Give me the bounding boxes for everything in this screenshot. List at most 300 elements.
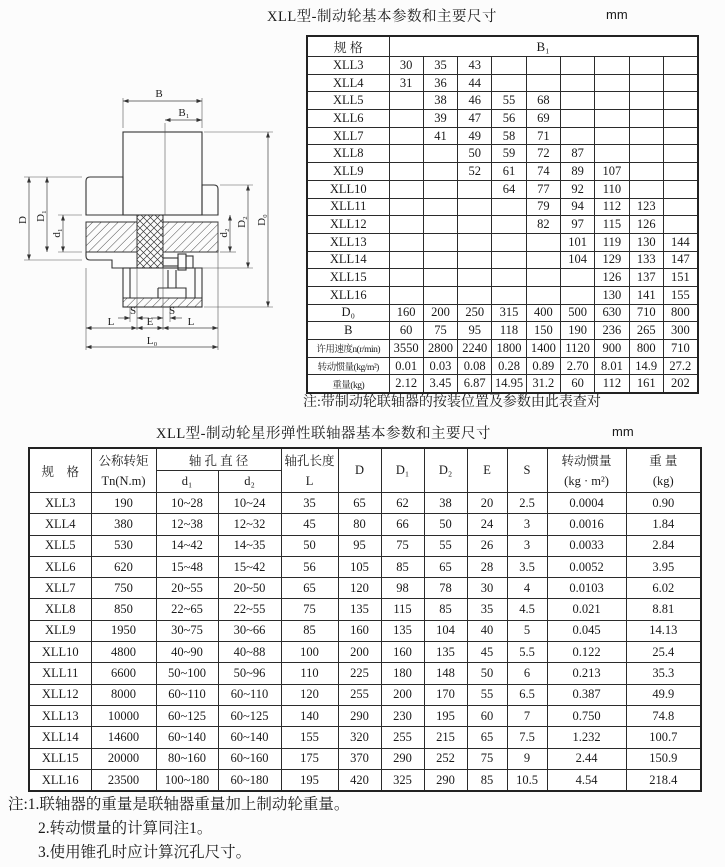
table1-cell: 89 <box>560 163 594 181</box>
table1-cell <box>526 251 560 269</box>
footnote-3: 3.使用锥孔时应计算沉孔尺寸。 <box>38 844 252 861</box>
table1-cell: 31.2 <box>526 375 560 393</box>
table1-cell: 82 <box>526 216 560 234</box>
table2-cell: 225 <box>338 663 381 684</box>
table2-cell: 135 <box>424 642 467 663</box>
table1-cell: 400 <box>526 304 560 322</box>
footnotes <box>8 793 349 865</box>
table2-cell: 4.5 <box>507 599 547 620</box>
table2-cell: 8.81 <box>626 599 701 620</box>
table1-cell <box>629 127 663 145</box>
table2-cell: 2.44 <box>547 748 626 769</box>
table1-cell <box>492 269 526 287</box>
table1-row <box>307 233 698 251</box>
table1-cell <box>458 216 492 234</box>
table2-cell: 255 <box>338 684 381 705</box>
table2-cell: 3 <box>507 514 547 535</box>
table1-row-label: 许用速度n(r/min) <box>307 340 389 358</box>
table2-cell: 100.7 <box>626 727 701 748</box>
table2-cell: 60~110 <box>218 684 281 705</box>
table2-cell: 175 <box>281 748 338 769</box>
table1-cell: 1120 <box>560 340 594 358</box>
table1-cell <box>560 57 594 75</box>
table1-row-label: XLL9 <box>307 163 389 181</box>
table2-header-inertia <box>547 448 626 493</box>
table1-cell: 115 <box>595 216 629 234</box>
table2-row <box>29 684 701 705</box>
table2-cell: 170 <box>424 684 467 705</box>
table1-cell: 27.2 <box>663 357 697 375</box>
table1-row-label: XLL8 <box>307 145 389 163</box>
table1-cell: 315 <box>492 304 526 322</box>
table2-cell: 0.0033 <box>547 535 626 556</box>
table2-header-weight-line2: (kg) <box>652 473 674 488</box>
table1-cell: 49 <box>458 127 492 145</box>
table2-header-inertia-line1: 转动惯量 <box>561 453 612 468</box>
table1-row <box>307 251 698 269</box>
table2-cell: 60~180 <box>218 769 281 791</box>
table2-header-d2: d₂ <box>218 471 281 493</box>
table1-cell: 39 <box>423 110 457 128</box>
table2-cell: 0.387 <box>547 684 626 705</box>
table2-cell: 20000 <box>91 748 156 769</box>
table2-cell: 5.5 <box>507 642 547 663</box>
table1-cell: 800 <box>663 304 697 322</box>
table1-body <box>307 57 698 394</box>
table2-cell: 0.0016 <box>547 514 626 535</box>
table1-cell: 0.89 <box>526 357 560 375</box>
table1-cell: 72 <box>526 145 560 163</box>
table2-row-label: XLL11 <box>29 663 91 684</box>
table2-cell: 195 <box>281 769 338 791</box>
table2-cell: 200 <box>338 642 381 663</box>
table1-cell: 30 <box>389 57 423 75</box>
table1-row <box>307 163 698 181</box>
table2-cell: 35.3 <box>626 663 701 684</box>
table1-cell <box>492 216 526 234</box>
table1-row <box>307 92 698 110</box>
table1-cell <box>458 180 492 198</box>
table2-cell: 26 <box>467 535 507 556</box>
table1-cell: 41 <box>423 127 457 145</box>
table2-cell: 14~35 <box>218 535 281 556</box>
table1-cell <box>526 74 560 92</box>
table1-cell: 137 <box>629 269 663 287</box>
table2-cell: 75 <box>381 535 424 556</box>
table1-row-label: XLL4 <box>307 74 389 92</box>
table2-row-label: XLL4 <box>29 514 91 535</box>
table2-header-bore-length <box>281 448 338 493</box>
table2-cell: 290 <box>424 769 467 791</box>
table2-cell: 1.232 <box>547 727 626 748</box>
table1-header-b1: B₁ <box>389 36 698 57</box>
table1-cell <box>389 145 423 163</box>
table1-cell: 60 <box>389 322 423 340</box>
table1-cell: 52 <box>458 163 492 181</box>
table2-cell: 3.95 <box>626 556 701 577</box>
table1-row-label: XLL10 <box>307 180 389 198</box>
table1-cell: 202 <box>663 375 697 393</box>
table1-cell <box>560 74 594 92</box>
table1-cell: 36 <box>423 74 457 92</box>
table1-cell <box>423 269 457 287</box>
table2-row <box>29 663 701 684</box>
table1-row-label: XLL12 <box>307 216 389 234</box>
table2-cell: 6 <box>507 663 547 684</box>
dim-label-l-right: L <box>187 316 195 328</box>
table2-cell: 104 <box>424 620 467 641</box>
table1-cell: 123 <box>629 198 663 216</box>
table2-cell: 85 <box>381 556 424 577</box>
table1-row <box>307 304 698 322</box>
table1-cell <box>663 216 697 234</box>
table2-cell: 0.0004 <box>547 493 626 514</box>
table2-cell: 60~125 <box>156 705 218 726</box>
table1-cell: 129 <box>595 251 629 269</box>
table2-cell: 0.021 <box>547 599 626 620</box>
table1-cell: 69 <box>526 110 560 128</box>
table2-header-torque-line1: 公称转矩 <box>98 453 149 468</box>
table1-cell <box>595 92 629 110</box>
table1-cell: 104 <box>560 251 594 269</box>
table1-cell <box>423 145 457 163</box>
table1-cell <box>629 180 663 198</box>
table2-cell: 65 <box>338 493 381 514</box>
table2-cell: 55 <box>467 684 507 705</box>
table1-cell <box>423 163 457 181</box>
table1-cell: 1800 <box>492 340 526 358</box>
table2-cell: 24 <box>467 514 507 535</box>
table1-cell: 75 <box>423 322 457 340</box>
table1-cell: 50 <box>458 145 492 163</box>
dim-label-e: E <box>146 316 154 328</box>
table2-cell: 148 <box>424 663 467 684</box>
table2-row <box>29 769 701 791</box>
table2-cell: 30 <box>467 578 507 599</box>
table2-cell: 60 <box>467 705 507 726</box>
table1-cell <box>629 145 663 163</box>
table2-row <box>29 578 701 599</box>
table1-cell: 200 <box>423 304 457 322</box>
table1-cell <box>560 269 594 287</box>
table1-cell <box>595 110 629 128</box>
table2-cell: 1.84 <box>626 514 701 535</box>
table2-cell: 10~24 <box>218 493 281 514</box>
dim-label-d2-cap: D₂ <box>236 216 248 228</box>
table2-cell: 195 <box>424 705 467 726</box>
table2-cell: 80 <box>338 514 381 535</box>
table1-cell: 107 <box>595 163 629 181</box>
table2-header-bore-length-line2: L <box>305 473 314 488</box>
table1-cell: 87 <box>560 145 594 163</box>
table1-cell <box>663 145 697 163</box>
table1-cell: 0.28 <box>492 357 526 375</box>
table1-cell: 101 <box>560 233 594 251</box>
table2-cell: 2.5 <box>507 493 547 514</box>
table1-cell: 64 <box>492 180 526 198</box>
table1-row-label: D₀ <box>307 304 389 322</box>
table1-cell <box>629 163 663 181</box>
table1-cell: 118 <box>492 322 526 340</box>
table2-cell: 12~38 <box>156 514 218 535</box>
table2-cell: 290 <box>381 748 424 769</box>
table1-cell: 2.70 <box>560 357 594 375</box>
table2-row-label: XLL7 <box>29 578 91 599</box>
table2-cell: 380 <box>91 514 156 535</box>
table1-cell <box>629 74 663 92</box>
table1-cell: 92 <box>560 180 594 198</box>
table2-cell: 60~140 <box>156 727 218 748</box>
table1-cell: 630 <box>595 304 629 322</box>
table1-cell <box>595 57 629 75</box>
table2-cell: 2.84 <box>626 535 701 556</box>
table2-cell: 120 <box>338 578 381 599</box>
table2-cell: 110 <box>281 663 338 684</box>
table2-cell: 180 <box>381 663 424 684</box>
table2-cell: 15~42 <box>218 556 281 577</box>
table2-cell: 23500 <box>91 769 156 791</box>
table2-cell: 105 <box>338 556 381 577</box>
table1-cell: 47 <box>458 110 492 128</box>
table1-row-label: XLL11 <box>307 198 389 216</box>
table2-cell: 252 <box>424 748 467 769</box>
table2-cell: 14.13 <box>626 620 701 641</box>
table2-cell: 75 <box>281 599 338 620</box>
table1-cell <box>458 269 492 287</box>
table1-cell <box>629 57 663 75</box>
table1-cell: 133 <box>629 251 663 269</box>
table2-cell: 160 <box>338 620 381 641</box>
table2-cell: 215 <box>424 727 467 748</box>
table1-note: 注:带制动轮联轴器的按装位置及参数由此表查对 <box>303 395 601 410</box>
table1-cell <box>526 269 560 287</box>
table2-cell: 40~90 <box>156 642 218 663</box>
table2-cell: 22~65 <box>156 599 218 620</box>
table2-row-label: XLL8 <box>29 599 91 620</box>
table1-row <box>307 286 698 304</box>
dim-label-l-left: L <box>107 316 115 328</box>
table1-cell: 112 <box>595 198 629 216</box>
table1-cell: 265 <box>629 322 663 340</box>
table2-cell: 10~28 <box>156 493 218 514</box>
table1-row-label: XLL3 <box>307 57 389 75</box>
table1-row <box>307 74 698 92</box>
table1-cell <box>595 127 629 145</box>
table2-cell: 65 <box>281 578 338 599</box>
table2-cell: 28 <box>467 556 507 577</box>
table1-cell <box>389 180 423 198</box>
table1-row <box>307 110 698 128</box>
table1-cell <box>389 269 423 287</box>
table2-cell: 155 <box>281 727 338 748</box>
table1-cell: 95 <box>458 322 492 340</box>
table2-cell: 35 <box>281 493 338 514</box>
table1-cell <box>389 163 423 181</box>
table1-cell <box>389 127 423 145</box>
table2-cell: 850 <box>91 599 156 620</box>
table1-cell <box>458 233 492 251</box>
table2-cell: 40~88 <box>218 642 281 663</box>
table1-cell: 126 <box>595 269 629 287</box>
table1-cell <box>389 198 423 216</box>
table2-cell: 20~55 <box>156 578 218 599</box>
table2-header-row-1 <box>29 448 701 471</box>
table1-cell: 1400 <box>526 340 560 358</box>
table2-cell: 50~96 <box>218 663 281 684</box>
table1-row-label: 重量(kg) <box>307 375 389 393</box>
table1-row <box>307 340 698 358</box>
table1-row-label: B <box>307 322 389 340</box>
table1-cell: 144 <box>663 233 697 251</box>
dim-label-s-right: S <box>168 305 176 317</box>
table2-cell: 3 <box>507 535 547 556</box>
table2-row <box>29 642 701 663</box>
table2-header-weight-line1: 重 量 <box>649 453 678 468</box>
table2-cell: 0.750 <box>547 705 626 726</box>
table2-cell: 60~140 <box>218 727 281 748</box>
table1-cell: 71 <box>526 127 560 145</box>
table1-cell <box>663 180 697 198</box>
table1-cell: 46 <box>458 92 492 110</box>
table2-cell: 75 <box>467 748 507 769</box>
table1-cell: 2.12 <box>389 375 423 393</box>
table2-cell: 40 <box>467 620 507 641</box>
table2-cell: 0.122 <box>547 642 626 663</box>
table2-cell: 420 <box>338 769 381 791</box>
table1-cell: 55 <box>492 92 526 110</box>
table2-cell: 0.0103 <box>547 578 626 599</box>
table1-cell <box>663 163 697 181</box>
table1-row-label: XLL7 <box>307 127 389 145</box>
table1-cell <box>663 127 697 145</box>
table1-cell <box>389 110 423 128</box>
table2-cell: 85 <box>424 599 467 620</box>
table2-cell: 50 <box>467 663 507 684</box>
table1-row-label: XLL15 <box>307 269 389 287</box>
table1-cell <box>389 92 423 110</box>
dim-label-d0: D₀ <box>256 214 268 226</box>
table1-cell <box>629 92 663 110</box>
table1-cell: 112 <box>595 375 629 393</box>
table2-row <box>29 599 701 620</box>
table1-cell: 74 <box>526 163 560 181</box>
table2-row-label: XLL13 <box>29 705 91 726</box>
table1-row-label: XLL16 <box>307 286 389 304</box>
table1-row <box>307 180 698 198</box>
table2-cell: 30~75 <box>156 620 218 641</box>
table2-header-E: E <box>467 448 507 493</box>
table2-header-bore-dia: 轴 孔 直 径 <box>156 448 281 471</box>
table2-cell: 74.8 <box>626 705 701 726</box>
table1-cell <box>492 251 526 269</box>
table1-cell: 97 <box>560 216 594 234</box>
table2-cell: 66 <box>381 514 424 535</box>
footnote-1: 注:1.联轴器的重量是联轴器重量加上制动轮重量。 <box>8 796 350 813</box>
table2-cell: 22~55 <box>218 599 281 620</box>
table2-cell: 370 <box>338 748 381 769</box>
table2-row-label: XLL6 <box>29 556 91 577</box>
table1-cell: 500 <box>560 304 594 322</box>
coupling-parameters-table <box>28 447 702 792</box>
table1-cell <box>492 286 526 304</box>
table1-row <box>307 198 698 216</box>
table2-cell: 10000 <box>91 705 156 726</box>
table2-cell: 35 <box>467 599 507 620</box>
table2-row-label: XLL10 <box>29 642 91 663</box>
table1-cell: 710 <box>663 340 697 358</box>
dim-label-l0: L₀ <box>146 335 158 347</box>
table1-cell: 2240 <box>458 340 492 358</box>
table1-cell: 150 <box>526 322 560 340</box>
table2-cell: 0.045 <box>547 620 626 641</box>
table2-header-inertia-line2: (kg · m²) <box>564 473 609 488</box>
technical-drawing <box>0 60 300 405</box>
table2-cell: 4.54 <box>547 769 626 791</box>
table2-cell: 50 <box>281 535 338 556</box>
table1-cell: 155 <box>663 286 697 304</box>
table2-cell: 0.0052 <box>547 556 626 577</box>
table2-cell: 3.5 <box>507 556 547 577</box>
table1-cell: 0.01 <box>389 357 423 375</box>
table2-cell: 65 <box>424 556 467 577</box>
dim-label-d1: d₁ <box>51 228 63 238</box>
table2-cell: 750 <box>91 578 156 599</box>
table1-cell <box>458 251 492 269</box>
table2-cell: 530 <box>91 535 156 556</box>
table1-cell <box>492 57 526 75</box>
table2-row-label: XLL15 <box>29 748 91 769</box>
table2-header-bore-length-line1: 轴孔长度 <box>284 453 335 468</box>
table2-header-S: S <box>507 448 547 493</box>
table2-cell: 620 <box>91 556 156 577</box>
dim-label-s-left: S <box>129 305 137 317</box>
table1-cell: 56 <box>492 110 526 128</box>
table2-cell: 190 <box>91 493 156 514</box>
table1-cell: 61 <box>492 163 526 181</box>
table2-cell: 8000 <box>91 684 156 705</box>
table1-header-spec: 规 格 <box>307 36 389 57</box>
table2-header-D2: D₂ <box>424 448 467 493</box>
table1-cell: 250 <box>458 304 492 322</box>
table1-cell: 161 <box>629 375 663 393</box>
table2-cell: 230 <box>381 705 424 726</box>
table2-cell: 56 <box>281 556 338 577</box>
table2-row-label: XLL9 <box>29 620 91 641</box>
table2-cell: 49.9 <box>626 684 701 705</box>
table2-row-label: XLL3 <box>29 493 91 514</box>
table2-cell: 200 <box>381 684 424 705</box>
table2-cell: 85 <box>467 769 507 791</box>
table2-cell: 30~66 <box>218 620 281 641</box>
table1-cell <box>526 233 560 251</box>
table1-header-row <box>307 36 698 57</box>
table2-row <box>29 620 701 641</box>
table2-cell: 98 <box>381 578 424 599</box>
table2-cell: 50~100 <box>156 663 218 684</box>
table2-row <box>29 493 701 514</box>
table2-cell: 6.02 <box>626 578 701 599</box>
table1-cell: 141 <box>629 286 663 304</box>
table1-cell: 236 <box>595 322 629 340</box>
table1-row <box>307 57 698 75</box>
table2-cell: 50 <box>424 514 467 535</box>
table2-cell: 290 <box>338 705 381 726</box>
table1-row-label: XLL14 <box>307 251 389 269</box>
table2-cell: 95 <box>338 535 381 556</box>
table2-header-spec: 规 格 <box>29 448 91 493</box>
table1-cell: 35 <box>423 57 457 75</box>
table2-cell: 20 <box>467 493 507 514</box>
